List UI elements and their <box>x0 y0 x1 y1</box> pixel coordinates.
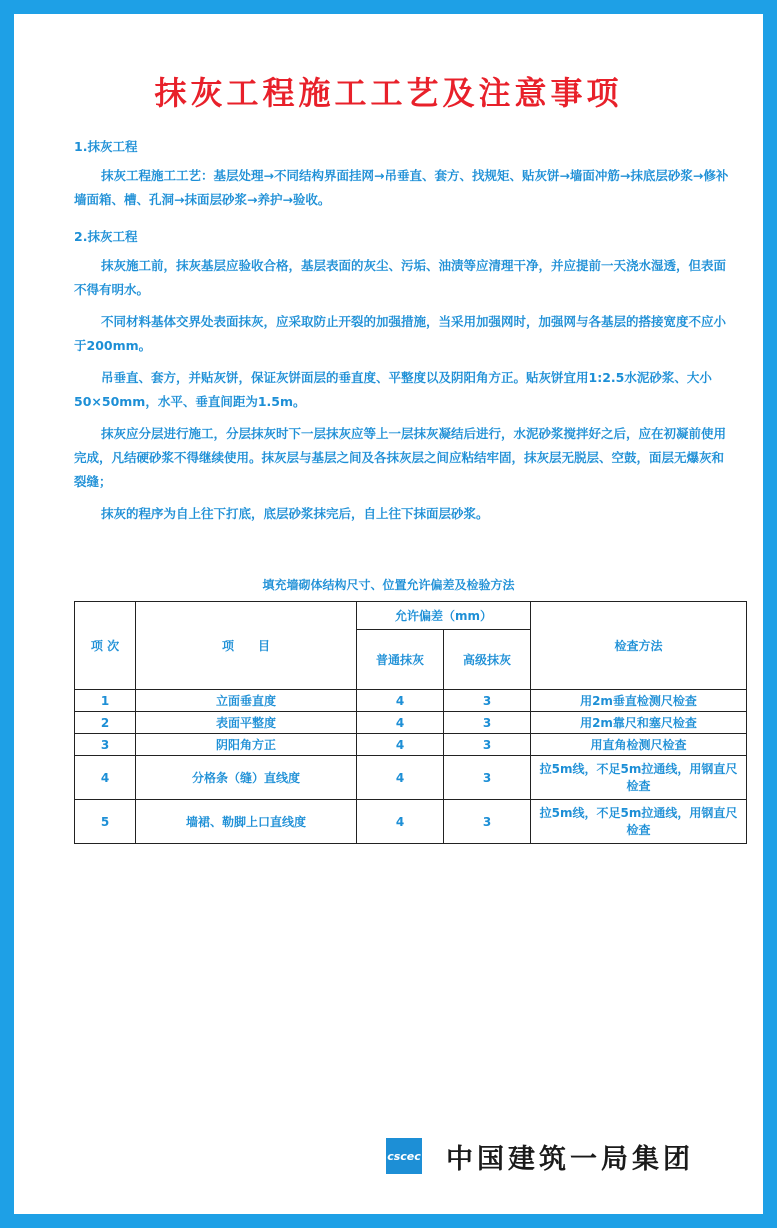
cell-item: 阴阳角方正 <box>136 734 357 756</box>
cell-normal: 4 <box>357 800 444 844</box>
poster-frame <box>14 14 763 1214</box>
cell-method: 用直角检测尺检查 <box>531 734 747 756</box>
paragraph: 吊垂直、套方，并贴灰饼，保证灰饼面层的垂直度、平整度以及阴阳角方正。贴灰饼宜用1:2.5水泥砂浆、大小50×50mm，水平、垂直间距为1.5m。 <box>74 370 712 409</box>
page-title: 抹灰工程施工工艺及注意事项 <box>154 74 623 112</box>
paragraph: 抹灰工程施工工艺：基层处理→不同结构界面挂网→吊垂直、套方、找规矩、贴灰饼→墙面冲筋→抹底层砂浆→修补墙面箱、槽、孔洞→抹面层砂浆→养护→验收。 <box>74 168 729 207</box>
table-row <box>75 690 747 712</box>
paragraph: 不同材料基体交界处表面抹灰，应采取防止开裂的加强措施，当采用加强网时，加强网与各基层的搭接宽度不应小于200mm。 <box>74 314 727 353</box>
cell-method: 用2m靠尺和塞尺检查 <box>531 712 747 734</box>
cell-no: 4 <box>75 756 136 800</box>
table-row <box>75 734 747 756</box>
cell-no: 3 <box>75 734 136 756</box>
cell-normal: 4 <box>357 690 444 712</box>
header-item: 项 目 <box>136 602 357 690</box>
cell-item: 墙裙、勒脚上口直线度 <box>136 800 357 844</box>
cell-item: 立面垂直度 <box>136 690 357 712</box>
body-text <box>74 130 734 534</box>
header-no: 项 次 <box>75 602 136 690</box>
cell-normal: 4 <box>357 712 444 734</box>
cell-no: 2 <box>75 712 136 734</box>
cell-advanced: 3 <box>444 734 531 756</box>
header-advanced: 高级抹灰 <box>444 630 531 690</box>
tolerance-table <box>74 601 747 844</box>
cell-advanced: 3 <box>444 800 531 844</box>
paragraph: 抹灰应分层进行施工，分层抹灰时下一层抹灰应等上一层抹灰凝结后进行，水泥砂浆搅拌好之后，应在初凝前使用完成，凡结硬砂浆不得继续使用。抹灰层与基层之间及各抹灰层之间应粘结牢固，抹灰层无脱层、空鼓，面层无爆灰和裂缝； <box>74 426 727 489</box>
table-row <box>75 800 747 844</box>
table-title: 填充墙砌体结构尺寸、位置允许偏差及检验方法 <box>262 578 515 592</box>
cell-advanced: 3 <box>444 712 531 734</box>
header-tolerance: 允许偏差（mm） <box>357 602 531 630</box>
cell-normal: 4 <box>357 756 444 800</box>
paragraph: 抹灰施工前，抹灰基层应验收合格，基层表面的灰尘、污垢、油渍等应清理干净，并应提前一天浇水湿透，但表面不得有明水。 <box>74 258 727 297</box>
footer <box>386 1136 694 1176</box>
cscec-logo <box>386 1138 422 1174</box>
logo-text: cscec <box>387 1149 421 1163</box>
cell-item: 表面平整度 <box>136 712 357 734</box>
table-row <box>75 712 747 734</box>
section-heading: 2.抹灰工程 <box>74 229 138 244</box>
cell-method: 拉5m线，不足5m拉通线，用钢直尺检查 <box>531 800 747 844</box>
cell-no: 1 <box>75 690 136 712</box>
cell-advanced: 3 <box>444 756 531 800</box>
header-normal: 普通抹灰 <box>357 630 444 690</box>
cell-no: 5 <box>75 800 136 844</box>
paragraph: 抹灰的程序为自上往下打底，底层砂浆抹完后，自上往下抹面层砂浆。 <box>101 506 489 521</box>
cell-normal: 4 <box>357 734 444 756</box>
cell-item: 分格条（缝）直线度 <box>136 756 357 800</box>
section-heading: 1.抹灰工程 <box>74 139 138 154</box>
cell-method: 用2m垂直检测尺检查 <box>531 690 747 712</box>
cell-advanced: 3 <box>444 690 531 712</box>
header-method: 检查方法 <box>531 602 747 690</box>
cell-method: 拉5m线，不足5m拉通线，用钢直尺检查 <box>531 756 747 800</box>
company-name: 中国建筑一局集团 <box>446 1143 694 1175</box>
table-row <box>75 756 747 800</box>
